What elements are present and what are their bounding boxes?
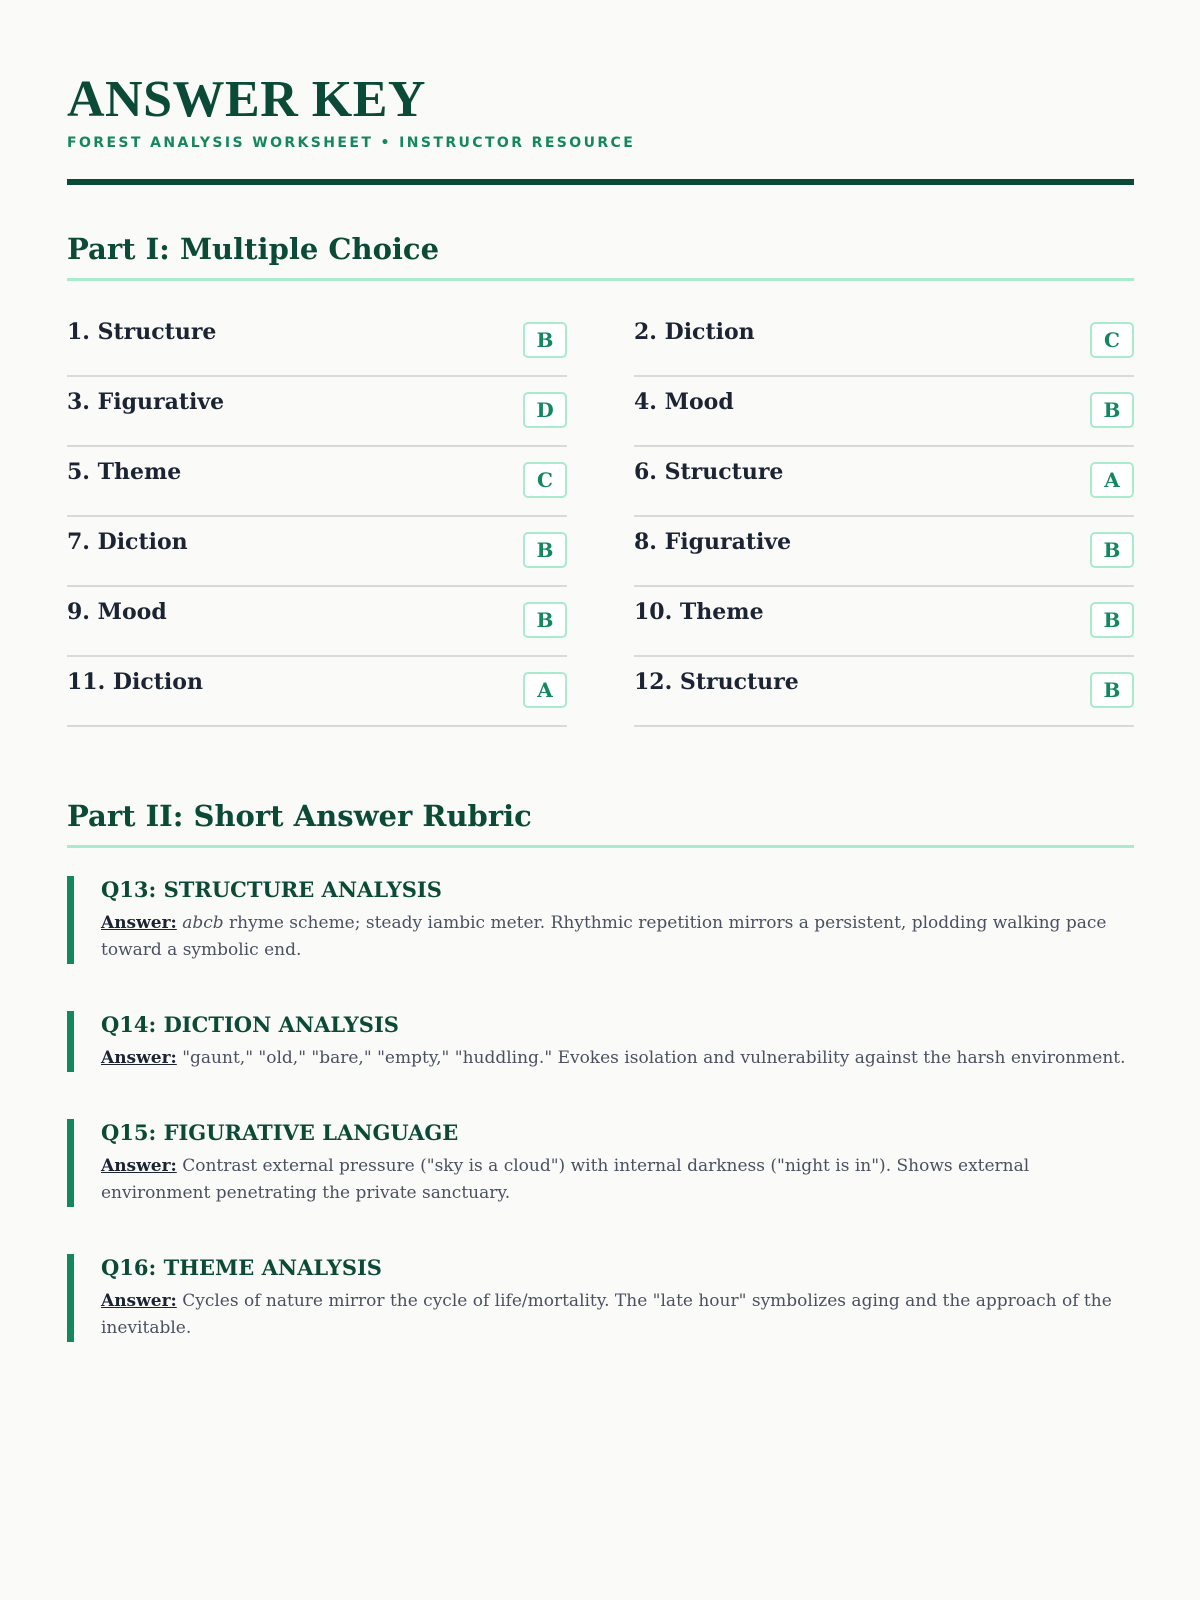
mc-item-11 — [67, 657, 567, 727]
mc-answer-badge: B — [523, 602, 567, 638]
mc-item-4 — [634, 377, 1134, 447]
rubric-answer-text: "gaunt," "old," "bare," "empty," "huddling." Evokes isolation and vulnerability against the harsh environment. — [182, 1048, 1126, 1068]
page-subtitle: FOREST ANALYSIS WORKSHEET • INSTRUCTOR RESOURCE — [67, 135, 636, 151]
mc-answer-badge: C — [1090, 322, 1134, 358]
part2-title: Part II: Short Answer Rubric — [67, 799, 532, 833]
mc-item-3 — [67, 377, 567, 447]
mc-answer-badge: B — [1090, 672, 1134, 708]
mc-label: 11. Diction — [67, 669, 203, 695]
part1-title: Part I: Multiple Choice — [67, 232, 440, 266]
part2-divider — [67, 845, 1134, 848]
mc-item-2 — [634, 307, 1134, 377]
mc-item-12 — [634, 657, 1134, 727]
mc-answer-badge: B — [523, 532, 567, 568]
rubric-answer — [101, 1288, 1134, 1342]
answer-label: Answer: — [101, 1291, 177, 1311]
page-title: ANSWER KEY — [67, 71, 426, 128]
mc-label: 3. Figurative — [67, 389, 225, 415]
answer-label: Answer: — [101, 1048, 177, 1068]
mc-answer-badge: B — [1090, 392, 1134, 428]
mc-item-6 — [634, 447, 1134, 517]
mc-label: 2. Diction — [634, 319, 755, 345]
mc-label: 5. Theme — [67, 459, 182, 485]
mc-item-5 — [67, 447, 567, 517]
mc-answer-badge: C — [523, 462, 567, 498]
mc-label: 7. Diction — [67, 529, 188, 555]
answer-label: Answer: — [101, 913, 177, 933]
mc-label: 9. Mood — [67, 599, 167, 625]
mc-item-8 — [634, 517, 1134, 587]
mc-label: 1. Structure — [67, 319, 217, 345]
rubric-heading: Q16: THEME ANALYSIS — [101, 1255, 382, 1280]
rubric-answer-text: Cycles of nature mirror the cycle of life/mortality. The "late hour" symbolizes aging and the approach of the inevitable. — [101, 1291, 1112, 1338]
rubric-emphasis: abcb — [182, 913, 224, 933]
part1-divider — [67, 278, 1134, 281]
mc-item-7 — [67, 517, 567, 587]
title-divider — [67, 179, 1134, 185]
mc-label: 4. Mood — [634, 389, 734, 415]
rubric-answer-text: Contrast external pressure ("sky is a cloud") with internal darkness ("night is in"). Shows external environment penetrating the private sanctuary. — [101, 1156, 1030, 1203]
multiple-choice-grid — [67, 307, 1134, 727]
rubric-heading: Q13: STRUCTURE ANALYSIS — [101, 877, 442, 902]
rubric-heading: Q14: DICTION ANALYSIS — [101, 1012, 399, 1037]
rubric-item-q16 — [67, 1254, 1134, 1342]
mc-answer-badge: B — [523, 322, 567, 358]
mc-answer-badge: B — [1090, 602, 1134, 638]
mc-label: 10. Theme — [634, 599, 764, 625]
mc-label: 6. Structure — [634, 459, 784, 485]
mc-label: 12. Structure — [634, 669, 799, 695]
mc-answer-badge: A — [1090, 462, 1134, 498]
answer-label: Answer: — [101, 1156, 177, 1176]
rubric-answer — [101, 1153, 1134, 1207]
rubric-item-q14 — [67, 1011, 1134, 1072]
rubric-item-q13 — [67, 876, 1134, 964]
mc-item-10 — [634, 587, 1134, 657]
rubric-answer-text: rhyme scheme; steady iambic meter. Rhythmic repetition mirrors a persistent, plodding walking pace toward a symbolic end. — [101, 913, 1107, 960]
mc-item-1 — [67, 307, 567, 377]
mc-answer-badge: B — [1090, 532, 1134, 568]
mc-answer-badge: A — [523, 672, 567, 708]
mc-label: 8. Figurative — [634, 529, 792, 555]
mc-answer-badge: D — [523, 392, 567, 428]
rubric-answer — [101, 1045, 1134, 1072]
mc-item-9 — [67, 587, 567, 657]
rubric-heading: Q15: FIGURATIVE LANGUAGE — [101, 1120, 459, 1145]
rubric-item-q15 — [67, 1119, 1134, 1207]
rubric-answer — [101, 910, 1134, 964]
